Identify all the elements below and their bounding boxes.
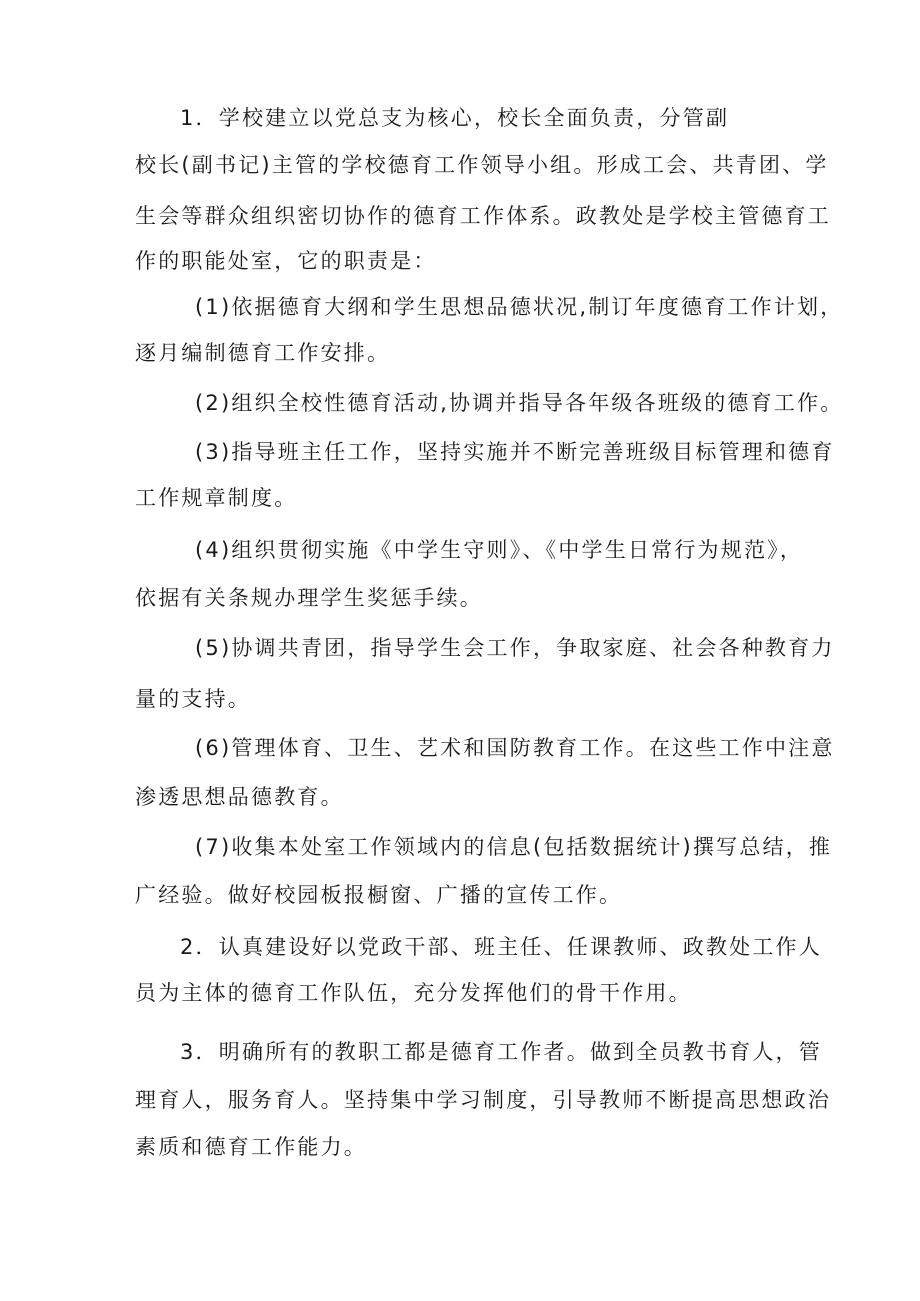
duty-1-line-2: 逐月编制德育工作安排。 — [135, 341, 391, 365]
section-1-line-3: 生会等群众组织密切协作的德育工作体系。政教处是学校主管德育工 — [135, 204, 831, 228]
section-3-line-1: 3．明确所有的教职工都是德育工作者。做到全员教书育人，管 — [180, 1040, 822, 1064]
duty-5-line-2: 量的支持。 — [135, 687, 251, 711]
section-2-line-2: 员为主体的德育工作队伍，充分发挥他们的骨干作用。 — [135, 981, 692, 1005]
duty-6-line-1: (6)管理体育、卫生、艺术和国防教育工作。在这些工作中注意 — [195, 736, 835, 760]
duty-1-line-1: (1)依据德育大纲和学生思想品德状况,制订年度德育工作计划， — [195, 295, 844, 319]
duty-2-line-1: (2)组织全校性德育活动,协调并指导各年级各班级的德育工作。 — [195, 391, 844, 415]
duty-3-line-1: (3)指导班主任工作，坚持实施并不断完善班级目标管理和德育 — [195, 440, 835, 464]
duty-7-line-2: 广经验。做好校园板报橱窗、广播的宣传工作。 — [135, 883, 623, 907]
section-3-line-2: 理育人，服务育人。坚持集中学习制度，引导教师不断提高思想政治 — [135, 1088, 831, 1112]
duty-6-line-2: 渗透思想品德教育。 — [135, 785, 344, 809]
duty-5-line-1: (5)协调共青团，指导学生会工作，争取家庭、社会各种教育力 — [195, 636, 835, 660]
duty-4-line-1: (4)组织贯彻实施《中学生守则》、《中学生日常行为规范》， — [195, 538, 804, 562]
section-1-line-4: 作的职能处室，它的职责是： — [135, 249, 437, 273]
section-1-line-2: 校长(副书记)主管的学校德育工作领导小组。形成工会、共青团、学 — [135, 153, 829, 177]
section-3-line-3: 素质和德育工作能力。 — [135, 1135, 367, 1159]
duty-3-line-2: 工作规章制度。 — [135, 486, 298, 510]
duty-4-line-2: 依据有关条规办理学生奖惩手续。 — [135, 586, 483, 610]
section-2-line-1: 2．认真建设好以党政干部、班主任、任课教师、政教处工作人 — [180, 935, 822, 959]
duty-7-line-1: (7)收集本处室工作领域内的信息(包括数据统计)撰写总结，推 — [195, 835, 833, 859]
section-1-line-1: 1．学校建立以党总支为核心，校长全面负责，分管副 — [180, 106, 730, 130]
